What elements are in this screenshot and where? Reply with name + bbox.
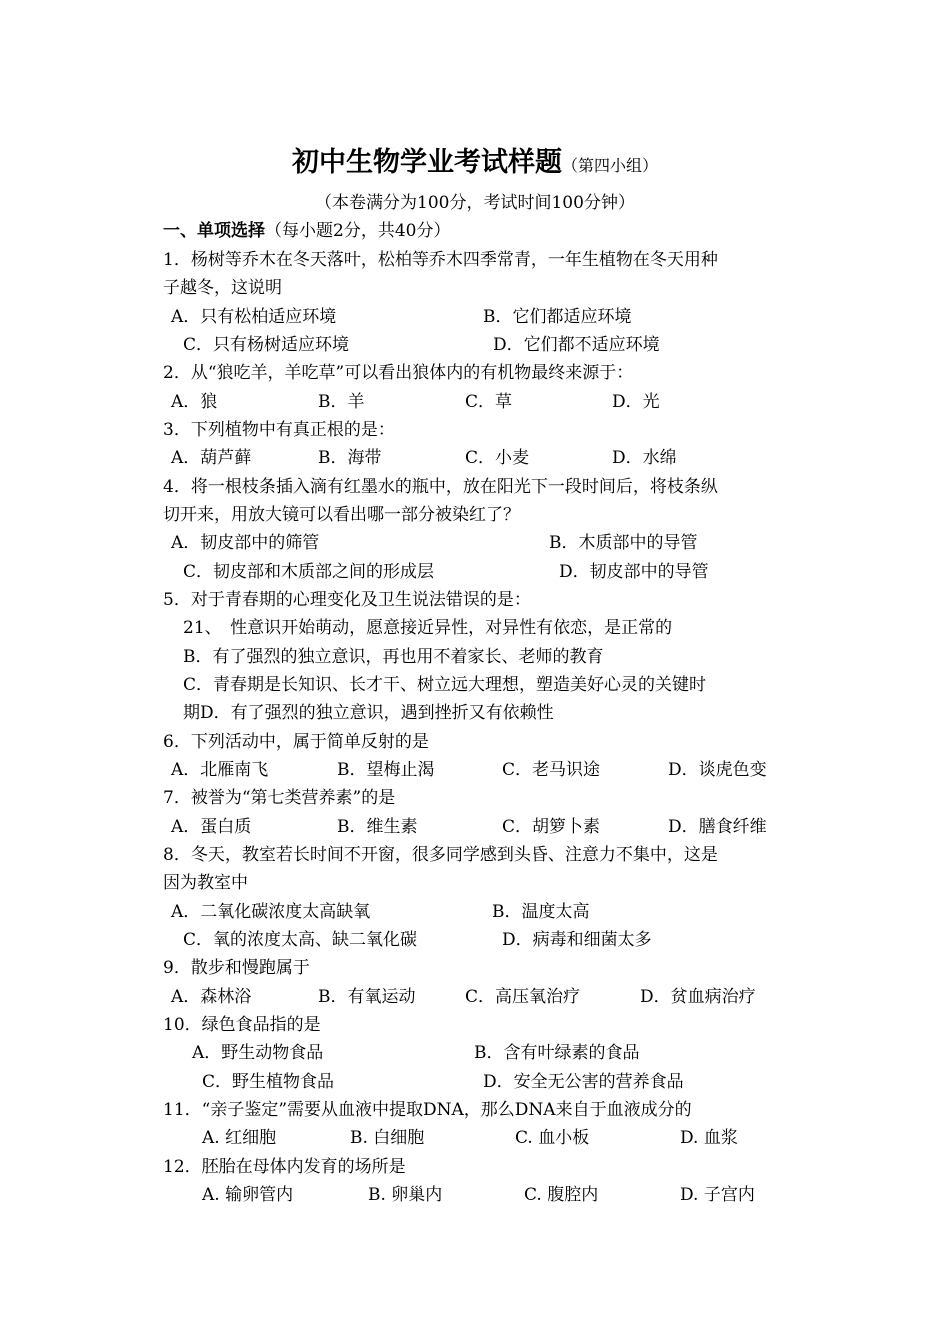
question-4-stem-line-2: 切开来，用放大镜可以看出哪一部分被染红了？: [163, 505, 520, 525]
question-11-option-c: C. 血小板: [515, 1128, 590, 1148]
question-2-stem: 2．从“狼吃羊，羊吃草”可以看出狼体内的有机物最终来源于：: [163, 363, 634, 383]
question-6-option-d: D．谈虎色变: [668, 760, 767, 780]
question-2-option-a: A．狼: [171, 392, 218, 412]
question-4-option-b: B．木质部中的导管: [549, 533, 698, 553]
question-3-stem: 3．下列植物中有真正根的是：: [163, 420, 395, 440]
question-10-option-b: B．含有叶绿素的食品: [474, 1043, 640, 1063]
question-12-option-b: B. 卵巢内: [368, 1185, 443, 1205]
question-1-option-a: A．只有松柏适应环境: [171, 307, 337, 327]
question-7-option-d: D．膳食纤维: [668, 817, 767, 837]
question-1-option-b: B．它们都适应环境: [483, 307, 632, 327]
exam-info: （本卷满分为100分，考试时间100分钟）: [315, 193, 635, 213]
question-8-option-b: B．温度太高: [492, 902, 590, 922]
question-9-option-c: C．高压氧治疗: [465, 987, 581, 1007]
question-1-stem-line-1: 1．杨树等乔木在冬天落叶，松柏等乔木四季常青，一年生植物在冬天用种: [163, 250, 718, 270]
question-11-option-a: A. 红细胞: [202, 1128, 277, 1148]
question-11-stem: 11．“亲子鉴定”需要从血液中提取DNA，那么DNA来自于血液成分的: [163, 1100, 692, 1120]
question-1-stem-line-2: 子越冬，这说明: [163, 278, 282, 298]
question-5-stem: 5．对于青春期的心理变化及卫生说法错误的是：: [163, 590, 531, 610]
question-3-option-b: B．海带: [318, 448, 382, 468]
question-10-option-d: D．安全无公害的营养食品: [483, 1072, 684, 1092]
question-1-option-c: C．只有杨树适应环境: [183, 335, 350, 355]
question-12-option-d: D. 子宫内: [680, 1185, 755, 1205]
question-12-option-a: A. 输卵管内: [202, 1185, 294, 1205]
question-9-option-d: D．贫血病治疗: [640, 987, 756, 1007]
question-3-option-c: C．小麦: [465, 448, 530, 468]
question-5-option-b-text: B．有了强烈的独立意识，再也用不着家长、老师的教育: [183, 647, 604, 667]
question-3-option-d: D．水绵: [612, 448, 677, 468]
question-8-option-c: C．氧的浓度太高、缺二氧化碳: [183, 930, 418, 950]
section-heading: [163, 217, 803, 245]
question-4-option-d: D．韧皮部中的导管: [559, 562, 709, 582]
question-4-option-a: A．韧皮部中的筛管: [171, 533, 320, 553]
question-12-option-c: C. 腹腔内: [524, 1185, 599, 1205]
question-4-stem-line-1: 4．将一根枝条插入滴有红墨水的瓶中，放在阳光下一段时间后，将枝条纵: [163, 477, 718, 497]
question-2-option-b: B．羊: [318, 392, 365, 412]
question-3-option-a: A．葫芦藓: [171, 448, 252, 468]
question-2-option-c: C．草: [465, 392, 513, 412]
question-12-stem: 12．胚胎在母体内发育的场所是: [163, 1157, 406, 1177]
section-title: 一、单项选择: [163, 221, 265, 241]
question-8-stem-line-2: 因为教室中: [163, 873, 248, 893]
question-8-option-a: A．二氧化碳浓度太高缺氧: [171, 902, 371, 922]
question-11-option-b: B. 白细胞: [350, 1128, 425, 1148]
question-7-option-a: A．蛋白质: [171, 817, 252, 837]
section-note: （每小题2分，共40分）: [265, 221, 451, 241]
title-note: （第四小组）: [561, 156, 658, 175]
question-8-option-d: D．病毒和细菌太多: [502, 930, 652, 950]
title-row: [0, 146, 950, 183]
question-9-option-b: B．有氧运动: [318, 987, 416, 1007]
question-10-stem: 10．绿色食品指的是: [163, 1015, 321, 1035]
question-6-option-c: C．老马识途: [502, 760, 601, 780]
question-11-option-d: D. 血浆: [680, 1128, 738, 1148]
question-7-option-b: B．维生素: [337, 817, 418, 837]
question-6-option-a: A．北雁南飞: [171, 760, 269, 780]
question-4-option-c: C．韧皮部和木质部之间的形成层: [183, 562, 435, 582]
question-6-stem: 6．下列活动中，属于简单反射的是: [163, 732, 429, 752]
question-5-option-a-text: 21、 性意识开始萌动，愿意接近异性，对异性有依恋，是正常的: [183, 618, 673, 638]
question-6-option-b: B．望梅止渴: [337, 760, 435, 780]
question-5-option-d-text: 期D．有了强烈的独立意识，遇到挫折又有依赖性: [183, 703, 554, 723]
question-2-option-d: D．光: [612, 392, 660, 412]
question-1-option-d: D．它们都不适应环境: [493, 335, 660, 355]
question-10-option-c: C．野生植物食品: [202, 1072, 335, 1092]
question-7-stem: 7．被誉为“第七类营养素”的是: [163, 788, 396, 808]
page-title: 初中生物学业考试样题: [291, 147, 562, 178]
question-8-stem-line-1: 8．冬天，教室若长时间不开窗，很多同学感到头昏、注意力不集中，这是: [163, 845, 718, 865]
question-5-option-c-text: C．青春期是长知识、长才干、树立远大理想，塑造美好心灵的关键时: [183, 675, 707, 695]
question-7-option-c: C．胡箩卜素: [502, 817, 601, 837]
question-9-stem: 9．散步和慢跑属于: [163, 958, 310, 978]
question-9-option-a: A．森林浴: [171, 987, 252, 1007]
question-10-option-a: A．野生动物食品: [192, 1043, 324, 1063]
